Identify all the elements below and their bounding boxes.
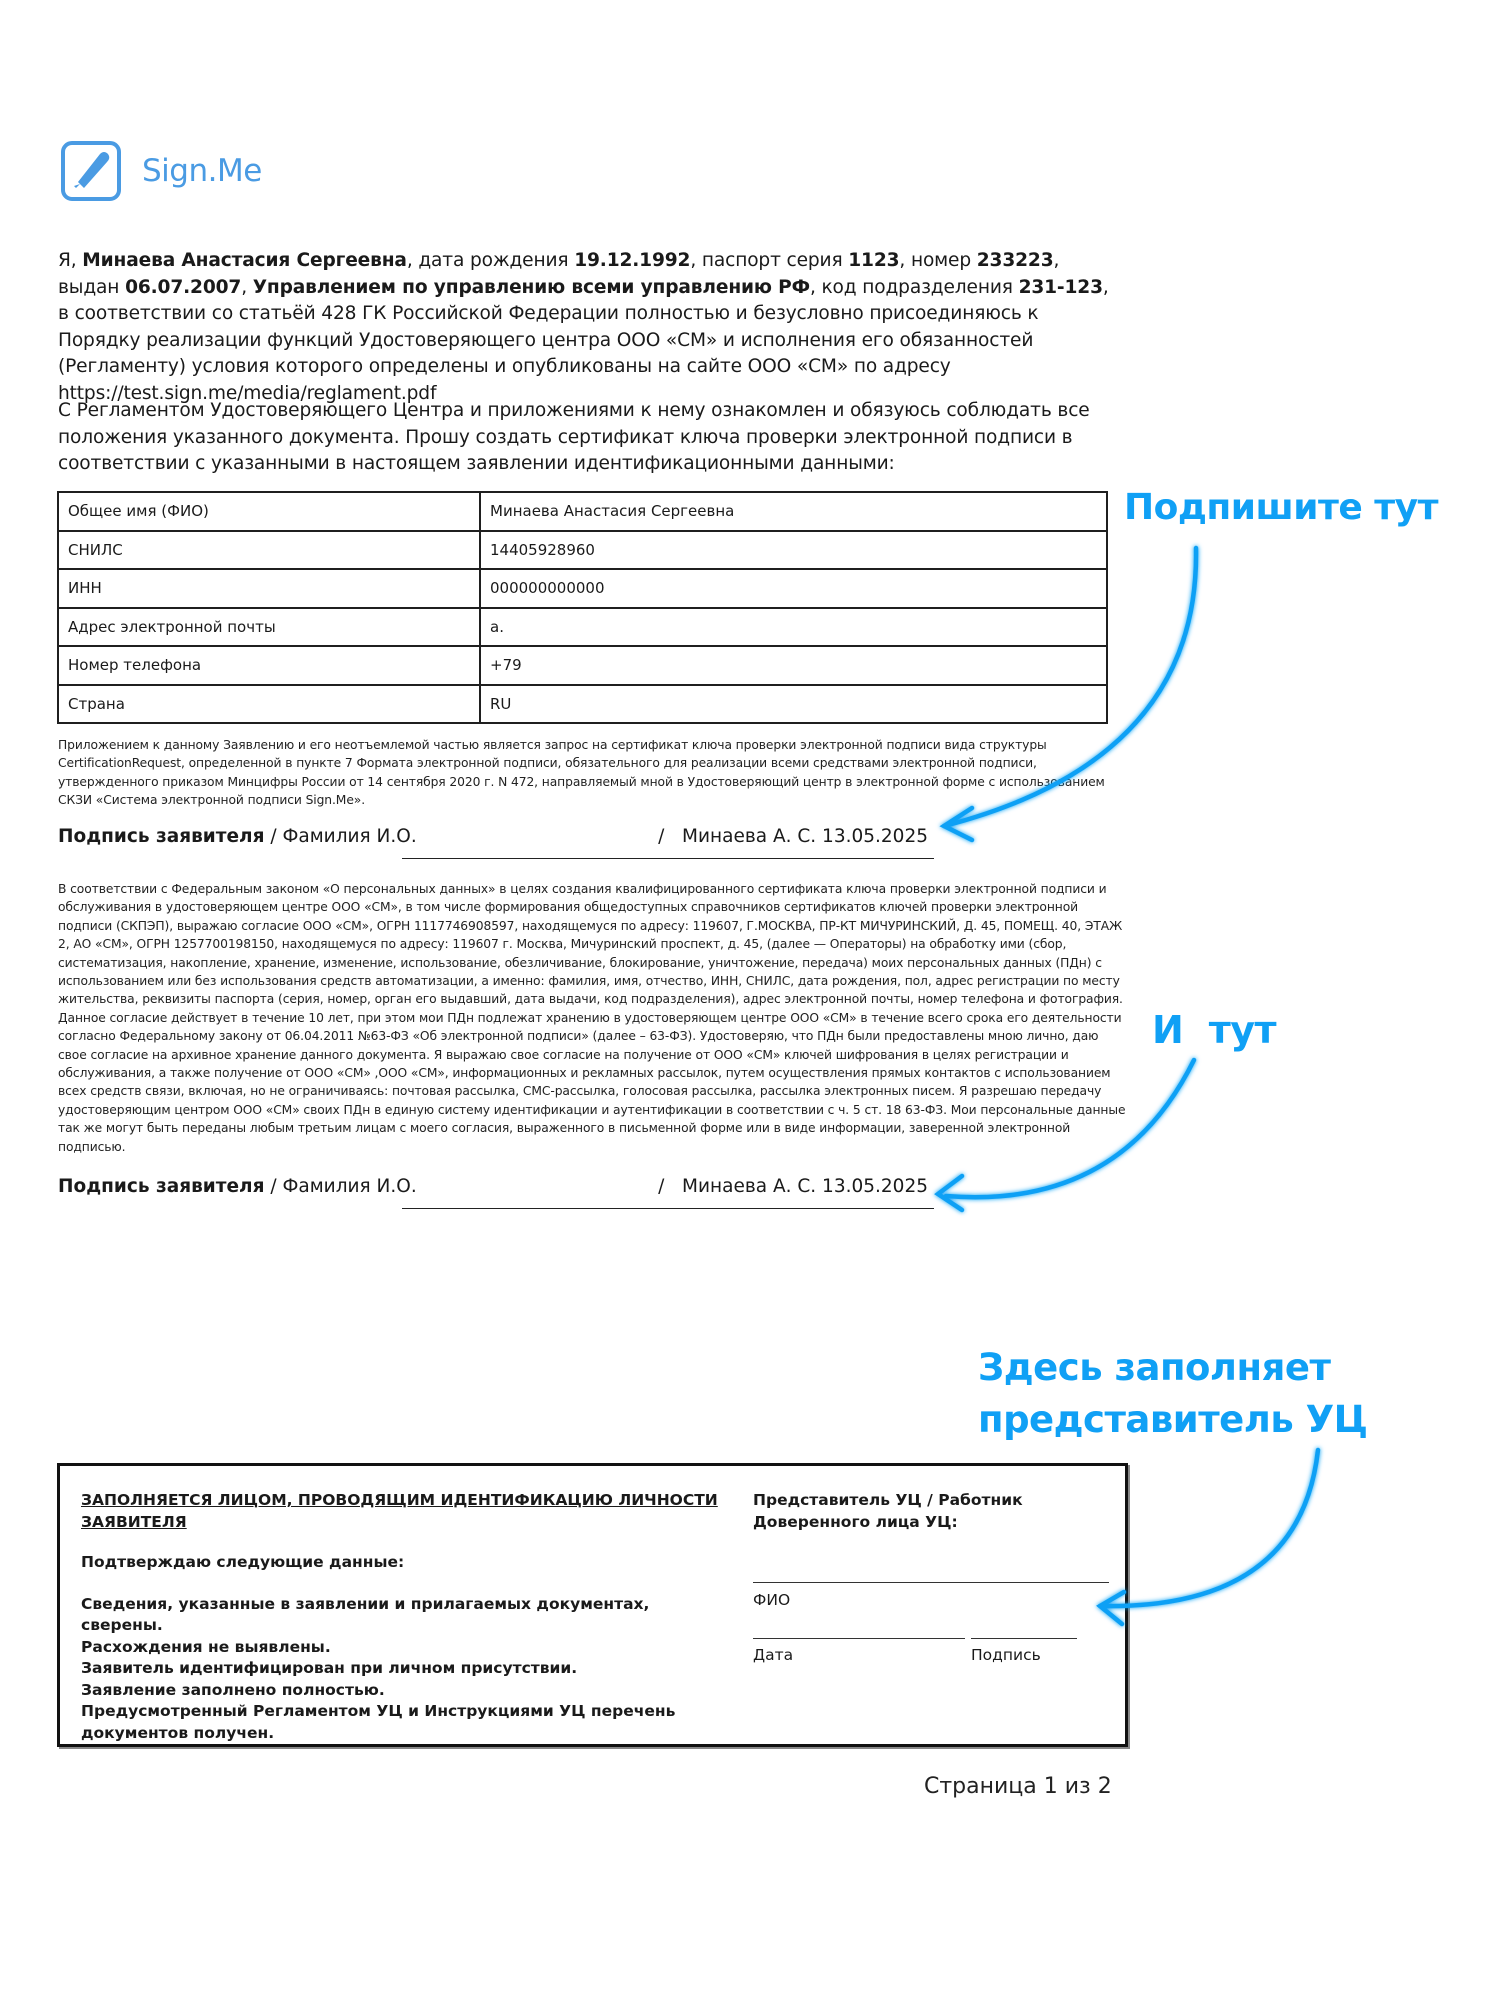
- signature-value: / Минаева А. С. 13.05.2025: [658, 1176, 928, 1197]
- passport-number: 233223: [976, 250, 1054, 271]
- signature-label-bold: Подпись заявителя: [58, 1176, 265, 1197]
- arrow-to-ca-box: [1100, 1450, 1318, 1606]
- applicant-signature-field-1[interactable]: [58, 826, 938, 858]
- table-row: [58, 685, 1107, 724]
- annotation-ca-line-1: Здесь заполняет: [978, 1346, 1331, 1389]
- ca-statement: Предусмотренный Регламентом УЦ и Инструкциями УЦ перечень документов получен.: [81, 1702, 676, 1742]
- field-value: Минаева Анастасия Сергеевна: [480, 492, 1107, 531]
- text: ,: [241, 276, 253, 298]
- field-value: RU: [480, 685, 1107, 724]
- signature-value: / Минаева А. С. 13.05.2025: [658, 826, 928, 847]
- ca-statements: [81, 1594, 721, 1745]
- text: , номер: [899, 250, 977, 271]
- table-row: [58, 569, 1107, 608]
- division-code: 231-123: [1018, 276, 1103, 298]
- date-label: Дата: [753, 1646, 794, 1664]
- ca-identification-box: [57, 1463, 1128, 1747]
- fio-label: ФИО: [753, 1591, 791, 1609]
- field-value: 14405928960: [480, 531, 1107, 570]
- field-label: Номер телефона: [58, 646, 480, 685]
- issue-date: 06.07.2007: [125, 276, 242, 298]
- text: Я,: [58, 250, 83, 271]
- ca-heading: ЗАПОЛНЯЕТСЯ ЛИЦОМ, ПРОВОДЯЩИМ ИДЕНТИФИКАЦИЮ ЛИЧНОСТИ ЗАЯВИТЕЛЯ: [81, 1491, 718, 1531]
- date-input-line[interactable]: [753, 1638, 965, 1639]
- sign-input-line[interactable]: [971, 1638, 1077, 1639]
- appendix-text: Приложением к данному Заявлению и его неотъемлемой частью является запрос на сертификат ключа проверки электронной подписи вида структуры CertificationRequest, определенной в пункте 7 Формата электронной подписи, обязательного для реализации всеми средствами электронной подписи, утвержденного приказом Минцифры России от 14 сентября 2020 г. N 472, направляемый мной в Удостоверяющий центр в электронной форме с использованием СКЗИ «Система электронной подписи Sign.Me».: [58, 738, 1105, 808]
- ca-statement: Сведения, указанные в заявлении и прилагаемых документах, сверены.: [81, 1594, 650, 1634]
- signature-line: [402, 1208, 934, 1209]
- regulation-acknowledgement: С Регламентом Удостоверяющего Центра и приложениями к нему ознакомлен и обязуюсь соблюдать все положения указанного документа. Прошу создать сертификат ключа проверки электронной подписи в соответствии с указанными в настоящем заявлении идентификационными данными:: [58, 400, 1090, 475]
- field-value: a.: [480, 608, 1107, 647]
- field-label: Страна: [58, 685, 480, 724]
- text: , дата рождения: [406, 250, 575, 271]
- ca-confirm-label: Подтверждаю следующие данные:: [81, 1553, 405, 1571]
- ca-rep-line-2: Доверенного лица УЦ:: [753, 1512, 958, 1531]
- annotation-ca-line-2: представитель УЦ: [978, 1398, 1368, 1441]
- table-row: [58, 531, 1107, 570]
- sign-me-logo: [60, 140, 262, 202]
- sign-label: Подпись: [971, 1646, 1041, 1664]
- birth-date: 19.12.1992: [574, 250, 691, 271]
- passport-series: 1123: [848, 250, 900, 271]
- annotation-and-here: И тут: [1152, 1008, 1277, 1052]
- text: , паспорт серия: [690, 250, 849, 271]
- ca-rep-line-1: Представитель УЦ / Работник: [753, 1491, 1023, 1509]
- signature-label: [58, 1176, 417, 1197]
- page-number: Страница 1 из 2: [924, 1774, 1112, 1799]
- field-label: ИНН: [58, 569, 480, 608]
- field-label: СНИЛС: [58, 531, 480, 570]
- fio-input-line[interactable]: [753, 1582, 1109, 1583]
- arrow-head-2: [938, 1176, 962, 1210]
- pen-square-icon: [60, 140, 122, 202]
- ca-statement: Расхождения не выявлены.: [81, 1637, 331, 1656]
- table-row: [58, 492, 1107, 531]
- applicant-signature-field-2[interactable]: [58, 1176, 938, 1208]
- signature-label-bold: Подпись заявителя: [58, 826, 265, 847]
- text: , код подразделения: [809, 276, 1019, 298]
- signature-label-rest: / Фамилия И.О.: [264, 1176, 417, 1197]
- field-label: Адрес электронной почты: [58, 608, 480, 647]
- signature-label: [58, 826, 417, 847]
- text: , в соответствии со статьёй 428 ГК Российской Федерации полностью и безусловно присоединяюсь к Порядку реализации функций Удостоверяющего центра ООО «СМ» и исполнения его обязанностей (Регламенту) условия которого определены и опубликованы на сайте ООО «СМ» по адресу https://test.sign.me/media/reglament.pdf: [58, 276, 1109, 404]
- logo-text: Sign.Me: [142, 153, 262, 189]
- ca-right-column: [753, 1490, 1113, 1664]
- field-label: Общее имя (ФИО): [58, 492, 480, 531]
- personal-data-consent: В соответствии с Федеральным законом «О персональных данных» в целях создания квалифицированного сертификата ключа проверки электронной подписи и обслуживания в удостоверяющем центре ООО «СМ», в том числе формирования общедоступных справочников сертификатов ключей проверки электронной подписи (СКПЭП), выражаю согласие ООО «СМ», ОГРН 1117746908597, находящемуся по адресу: 119607, Г.МОСКВА, ПР-КТ МИЧУРИНСКИЙ, Д. 45, ПОМЕЩ. 40, ЭТАЖ 2, АО «СМ», ОГРН 1257700198150, находящемуся по адресу: 119607 г. Москва, Мичуринский проспект, д. 45, (далее — Операторы) на обработку ими (сбор, систематизация, накопление, хранение, изменение, использование, обезличивание, блокирование, уничтожение, передача) моих персональных данных (ПДн) с использованием или без использования средств автоматизации, а именно: фамилия, имя, отчество, ИНН, СНИЛС, дата рождения, пол, адрес регистрации по месту жительства, реквизиты паспорта (серия, номер, орган его выдавший, дата выдачи, код подразделения), адрес электронной почты, номер телефона и фотография. Данное согласие действует в течение 10 лет, при этом мои ПДн подлежат хранению в удостоверяющем центре ООО «СМ» в течение всего срока его деятельности согласно Федеральному закону от 06.04.2011 №63-ФЗ «Об электронной подписи» (далее – 63-ФЗ). Удостоверяю, что ПДн были предоставлены мною лично, даю свое согласие на архивное хранение данного документа. Я выражаю свое согласие на получение от ООО «СМ» ключей шифрования в целях регистрации и обслуживания, а также получение от ООО «СМ» ,ООО «СМ», информационных и рекламных рассылок, путем осуществления прямых контактов с использованием всех средств связи, включая, но не ограничиваясь: почтовая рассылка, СМС-рассылка, голосовая рассылка, рассылка электронных писем. Я разрешаю передачу удостоверяющим центром ООО «СМ» своих ПДн в единую систему идентификации и аутентификации в соответствии с ч. 5 ст. 18 63-ФЗ. Мои персональные данные так же могут быть переданы любым третьим лицам с моего согласия, выраженного в письменной форме или в виде информации, заверенной электронной подписью.: [58, 882, 1126, 1154]
- ca-representative-title: [753, 1490, 1113, 1533]
- annotation-ca-fills: [978, 1342, 1367, 1446]
- ca-left-column: [81, 1490, 721, 1744]
- signature-line: [402, 858, 934, 859]
- identification-table: [57, 491, 1108, 724]
- table-row: [58, 608, 1107, 647]
- field-value: 000000000000: [480, 569, 1107, 608]
- arrow-head-1: [944, 808, 972, 840]
- field-value: +79: [480, 646, 1107, 685]
- table-row: [58, 646, 1107, 685]
- applicant-statement: [58, 248, 1118, 408]
- ca-statement: Заявитель идентифицирован при личном присутствии.: [81, 1659, 578, 1677]
- ca-statement: Заявление заполнено полностью.: [81, 1680, 385, 1699]
- issued-by: Управлением по управлению всеми управлению РФ: [252, 276, 810, 298]
- signature-label-rest: / Фамилия И.О.: [264, 826, 417, 847]
- annotation-sign-here: Подпишите тут: [1124, 487, 1439, 528]
- text: , выдан: [58, 250, 1060, 298]
- applicant-name: Минаева Анастасия Сергеевна: [82, 250, 407, 271]
